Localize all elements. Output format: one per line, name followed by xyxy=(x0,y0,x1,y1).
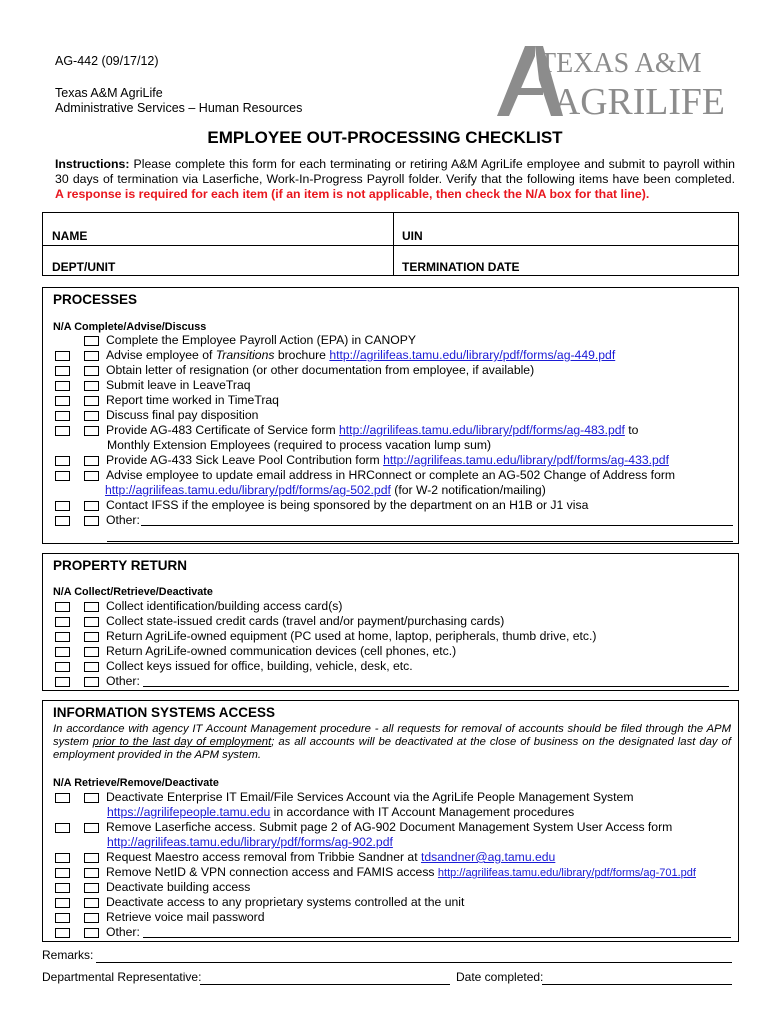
na-checkbox[interactable] xyxy=(55,883,70,893)
dept-label: DEPT/UNIT xyxy=(52,260,116,274)
complete-checkbox[interactable] xyxy=(84,456,99,466)
checklist-row xyxy=(55,895,735,910)
na-checkbox[interactable] xyxy=(55,456,70,466)
dept-rep-input-line[interactable] xyxy=(200,984,450,985)
na-checkbox[interactable] xyxy=(55,793,70,803)
item-text: to xyxy=(624,423,639,437)
info-systems-section xyxy=(42,700,739,942)
ag449-link[interactable]: http://agrilifeas.tamu.edu/library/pdf/forms/ag-449.pdf xyxy=(329,348,616,362)
complete-checkbox[interactable] xyxy=(84,396,99,406)
checklist-row xyxy=(55,498,735,513)
na-checkbox[interactable] xyxy=(55,351,70,361)
checklist-row xyxy=(55,644,735,659)
checklist-row xyxy=(55,378,735,393)
checklist-row xyxy=(55,865,735,880)
item-text-continued: Monthly Extension Employees (required to process vacation lump sum) xyxy=(107,438,492,452)
checklist-row xyxy=(55,910,735,925)
item-text: Deactivate Enterprise IT Email/File Services Account via the AgriLife People Management System xyxy=(106,790,634,804)
retrieve-checkbox[interactable] xyxy=(84,928,99,938)
org-name: Texas A&M AgriLife xyxy=(55,86,163,100)
na-checkbox[interactable] xyxy=(55,677,70,687)
na-checkbox[interactable] xyxy=(55,823,70,833)
collect-checkbox[interactable] xyxy=(84,647,99,657)
other-input-line[interactable] xyxy=(141,525,733,526)
retrieve-checkbox[interactable] xyxy=(84,868,99,878)
retrieve-checkbox[interactable] xyxy=(84,883,99,893)
checklist-row xyxy=(55,659,735,674)
complete-checkbox[interactable] xyxy=(84,426,99,436)
checklist-row xyxy=(55,348,735,363)
note-underlined: prior to the last day of employment xyxy=(92,736,272,748)
item-text: Advise employee to update email address in HRConnect or complete an AG-502 Change of Address form xyxy=(106,468,676,482)
item-text: Deactivate access to any proprietary systems controlled at the unit xyxy=(106,895,465,909)
agrilife-logo xyxy=(495,40,727,118)
item-text: in accordance with IT Account Management procedures xyxy=(270,805,575,819)
email-link[interactable]: tdsandner@ag.tamu.edu xyxy=(420,850,556,864)
item-text: (for W-2 notification/mailing) xyxy=(390,483,546,497)
page-title: EMPLOYEE OUT-PROCESSING CHECKLIST xyxy=(207,128,563,147)
info-systems-note xyxy=(53,723,731,762)
item-text: Collect state-issued credit cards (travel and/or payment/purchasing cards) xyxy=(106,614,505,628)
na-checkbox[interactable] xyxy=(55,928,70,938)
property-section xyxy=(42,553,739,691)
logo-text-top: TEXAS A&M xyxy=(539,48,702,79)
instructions-text: Please complete this form for each terminating or retiring A&M AgriLife employee and submit to payroll within 30 days of termination via Laserfiche, Work-In-Progress Payroll folder. Verify that the following items have been completed. xyxy=(55,157,735,186)
na-checkbox[interactable] xyxy=(55,396,70,406)
na-checkbox[interactable] xyxy=(55,662,70,672)
info-systems-column-header: N/A Retrieve/Remove/Deactivate xyxy=(53,777,219,789)
item-text: Provide AG-483 Certificate of Service form xyxy=(106,423,340,437)
ag483-link[interactable]: http://agrilifeas.tamu.edu/library/pdf/forms/ag-483.pdf xyxy=(339,423,625,437)
checklist-row xyxy=(55,790,735,805)
item-text-italic: Transitions xyxy=(215,348,275,362)
na-checkbox[interactable] xyxy=(55,617,70,627)
checklist-row xyxy=(55,468,735,483)
item-text: Complete the Employee Payroll Action (EPA) in CANOPY xyxy=(106,333,417,347)
item-text: Retrieve voice mail password xyxy=(106,910,265,924)
other-label: Other: xyxy=(106,513,140,527)
collect-checkbox[interactable] xyxy=(84,617,99,627)
remarks-label: Remarks: xyxy=(42,948,94,962)
processes-title: PROCESSES xyxy=(53,292,138,307)
other-input-line[interactable] xyxy=(143,937,731,938)
ag701-link[interactable]: http://agrilifeas.tamu.edu/library/pdf/forms/ag-701.pdf xyxy=(437,867,696,879)
na-checkbox[interactable] xyxy=(55,602,70,612)
na-checkbox[interactable] xyxy=(55,898,70,908)
checklist-row xyxy=(55,880,735,895)
checklist-row xyxy=(55,453,735,468)
logo-text-bottom: AGRILIFE xyxy=(553,81,725,118)
remarks-input-line[interactable] xyxy=(96,962,732,963)
org-department: Administrative Services – Human Resources xyxy=(55,101,303,115)
retrieve-checkbox[interactable] xyxy=(84,823,99,833)
na-checkbox[interactable] xyxy=(55,868,70,878)
processes-section xyxy=(42,287,739,544)
date-completed-input-line[interactable] xyxy=(542,984,732,985)
item-text: Request Maestro access removal from Tribbie Sandner at xyxy=(106,850,421,864)
complete-checkbox[interactable] xyxy=(84,411,99,421)
uin-label: UIN xyxy=(402,229,423,243)
na-checkbox[interactable] xyxy=(55,411,70,421)
retrieve-checkbox[interactable] xyxy=(84,853,99,863)
checklist-row xyxy=(55,820,735,835)
na-checkbox[interactable] xyxy=(55,426,70,436)
checklist-row xyxy=(55,850,735,865)
note-text: ; as all accounts will be deactivated at the close of business on the designated last day of employment provided in the APM system. xyxy=(53,736,731,761)
checklist-row xyxy=(55,333,735,348)
retrieve-checkbox[interactable] xyxy=(84,793,99,803)
checklist-row xyxy=(55,423,735,438)
checklist-row xyxy=(55,408,735,423)
property-column-header: N/A Collect/Retrieve/Deactivate xyxy=(53,586,213,598)
item-text: Remove NetID & VPN connection access and FAMIS access xyxy=(106,865,438,879)
item-text: Deactivate building access xyxy=(106,880,251,894)
item-text: Provide AG-433 Sick Leave Pool Contribution form xyxy=(106,453,384,467)
complete-checkbox[interactable] xyxy=(84,336,99,346)
item-text: Collect keys issued for office, building, vehicle, desk, etc. xyxy=(106,659,413,673)
checklist-row xyxy=(55,629,735,644)
complete-checkbox[interactable] xyxy=(84,381,99,391)
na-checkbox[interactable] xyxy=(55,516,70,526)
collect-checkbox[interactable] xyxy=(84,677,99,687)
checklist-row xyxy=(55,393,735,408)
other-label: Other: xyxy=(106,925,140,939)
name-label: NAME xyxy=(52,229,88,243)
checklist-row xyxy=(55,599,735,614)
item-text: brochure xyxy=(274,348,330,362)
note-text: In accordance with agency IT Account Management procedure - all requests for removal of accounts should be filed through the APM system xyxy=(53,723,731,748)
other-label: Other: xyxy=(106,674,140,688)
item-text: Remove Laserfiche access. Submit page 2 of AG-902 Document Management System User Access form xyxy=(106,820,673,834)
ag502-link[interactable]: http://agrilifeas.tamu.edu/library/pdf/forms/ag-502.pdf xyxy=(105,483,391,497)
item-text: Return AgriLife-owned equipment (PC used at home, laptop, peripherals, thumb drive, etc.) xyxy=(106,629,597,643)
na-checkbox[interactable] xyxy=(55,632,70,642)
date-completed-label: Date completed: xyxy=(456,970,544,984)
ag433-link[interactable]: http://agrilifeas.tamu.edu/library/pdf/forms/ag-433.pdf xyxy=(383,453,669,467)
complete-checkbox[interactable] xyxy=(84,366,99,376)
item-text: Contact IFSS if the employee is being sponsored by the department on an H1B or J1 visa xyxy=(106,498,589,512)
item-text: Submit leave in LeaveTraq xyxy=(106,378,251,392)
na-checkbox[interactable] xyxy=(55,501,70,511)
termination-date-label: TERMINATION DATE xyxy=(402,260,520,274)
instructions-required: A response is required for each item (if an item is not applicable, then check the N/A box for that line). xyxy=(55,187,650,201)
instructions-label: Instructions: xyxy=(55,157,130,171)
property-title: PROPERTY RETURN xyxy=(53,558,188,573)
complete-checkbox[interactable] xyxy=(84,516,99,526)
checklist-row xyxy=(55,363,735,378)
item-text: Report time worked in TimeTraq xyxy=(106,393,279,407)
collect-checkbox[interactable] xyxy=(84,602,99,612)
item-text: Collect identification/building access card(s) xyxy=(106,599,343,613)
item-text: Discuss final pay disposition xyxy=(106,408,259,422)
collect-checkbox[interactable] xyxy=(84,632,99,642)
na-checkbox[interactable] xyxy=(55,366,70,376)
collect-checkbox[interactable] xyxy=(84,662,99,672)
retrieve-checkbox[interactable] xyxy=(84,913,99,923)
item-text: Obtain letter of resignation (or other documentation from employee, if available) xyxy=(106,363,535,377)
na-checkbox[interactable] xyxy=(55,381,70,391)
item-text: Return AgriLife-owned communication devices (cell phones, etc.) xyxy=(106,644,457,658)
na-checkbox[interactable] xyxy=(55,647,70,657)
other-input-line[interactable] xyxy=(143,686,729,687)
processes-column-header: N/A Complete/Advise/Discuss xyxy=(53,321,207,333)
form-number: AG-442 (09/17/12) xyxy=(55,54,159,68)
complete-checkbox[interactable] xyxy=(84,471,99,481)
complete-checkbox[interactable] xyxy=(84,501,99,511)
checklist-row xyxy=(55,614,735,629)
agrilife-people-link[interactable]: https://agrilifepeople.tamu.edu xyxy=(107,805,271,819)
dept-rep-label: Departmental Representative: xyxy=(42,970,202,984)
other-input-line-2[interactable] xyxy=(107,541,733,542)
item-text: Advise employee of xyxy=(106,348,216,362)
instructions xyxy=(55,157,735,202)
na-checkbox[interactable] xyxy=(55,853,70,863)
na-checkbox[interactable] xyxy=(55,471,70,481)
info-systems-title: INFORMATION SYSTEMS ACCESS xyxy=(53,705,276,720)
complete-checkbox[interactable] xyxy=(84,351,99,361)
employee-info-box xyxy=(42,212,739,276)
retrieve-checkbox[interactable] xyxy=(84,898,99,908)
na-checkbox[interactable] xyxy=(55,913,70,923)
ag902-link[interactable]: http://agrilifeas.tamu.edu/library/pdf/forms/ag-902.pdf xyxy=(107,835,393,849)
